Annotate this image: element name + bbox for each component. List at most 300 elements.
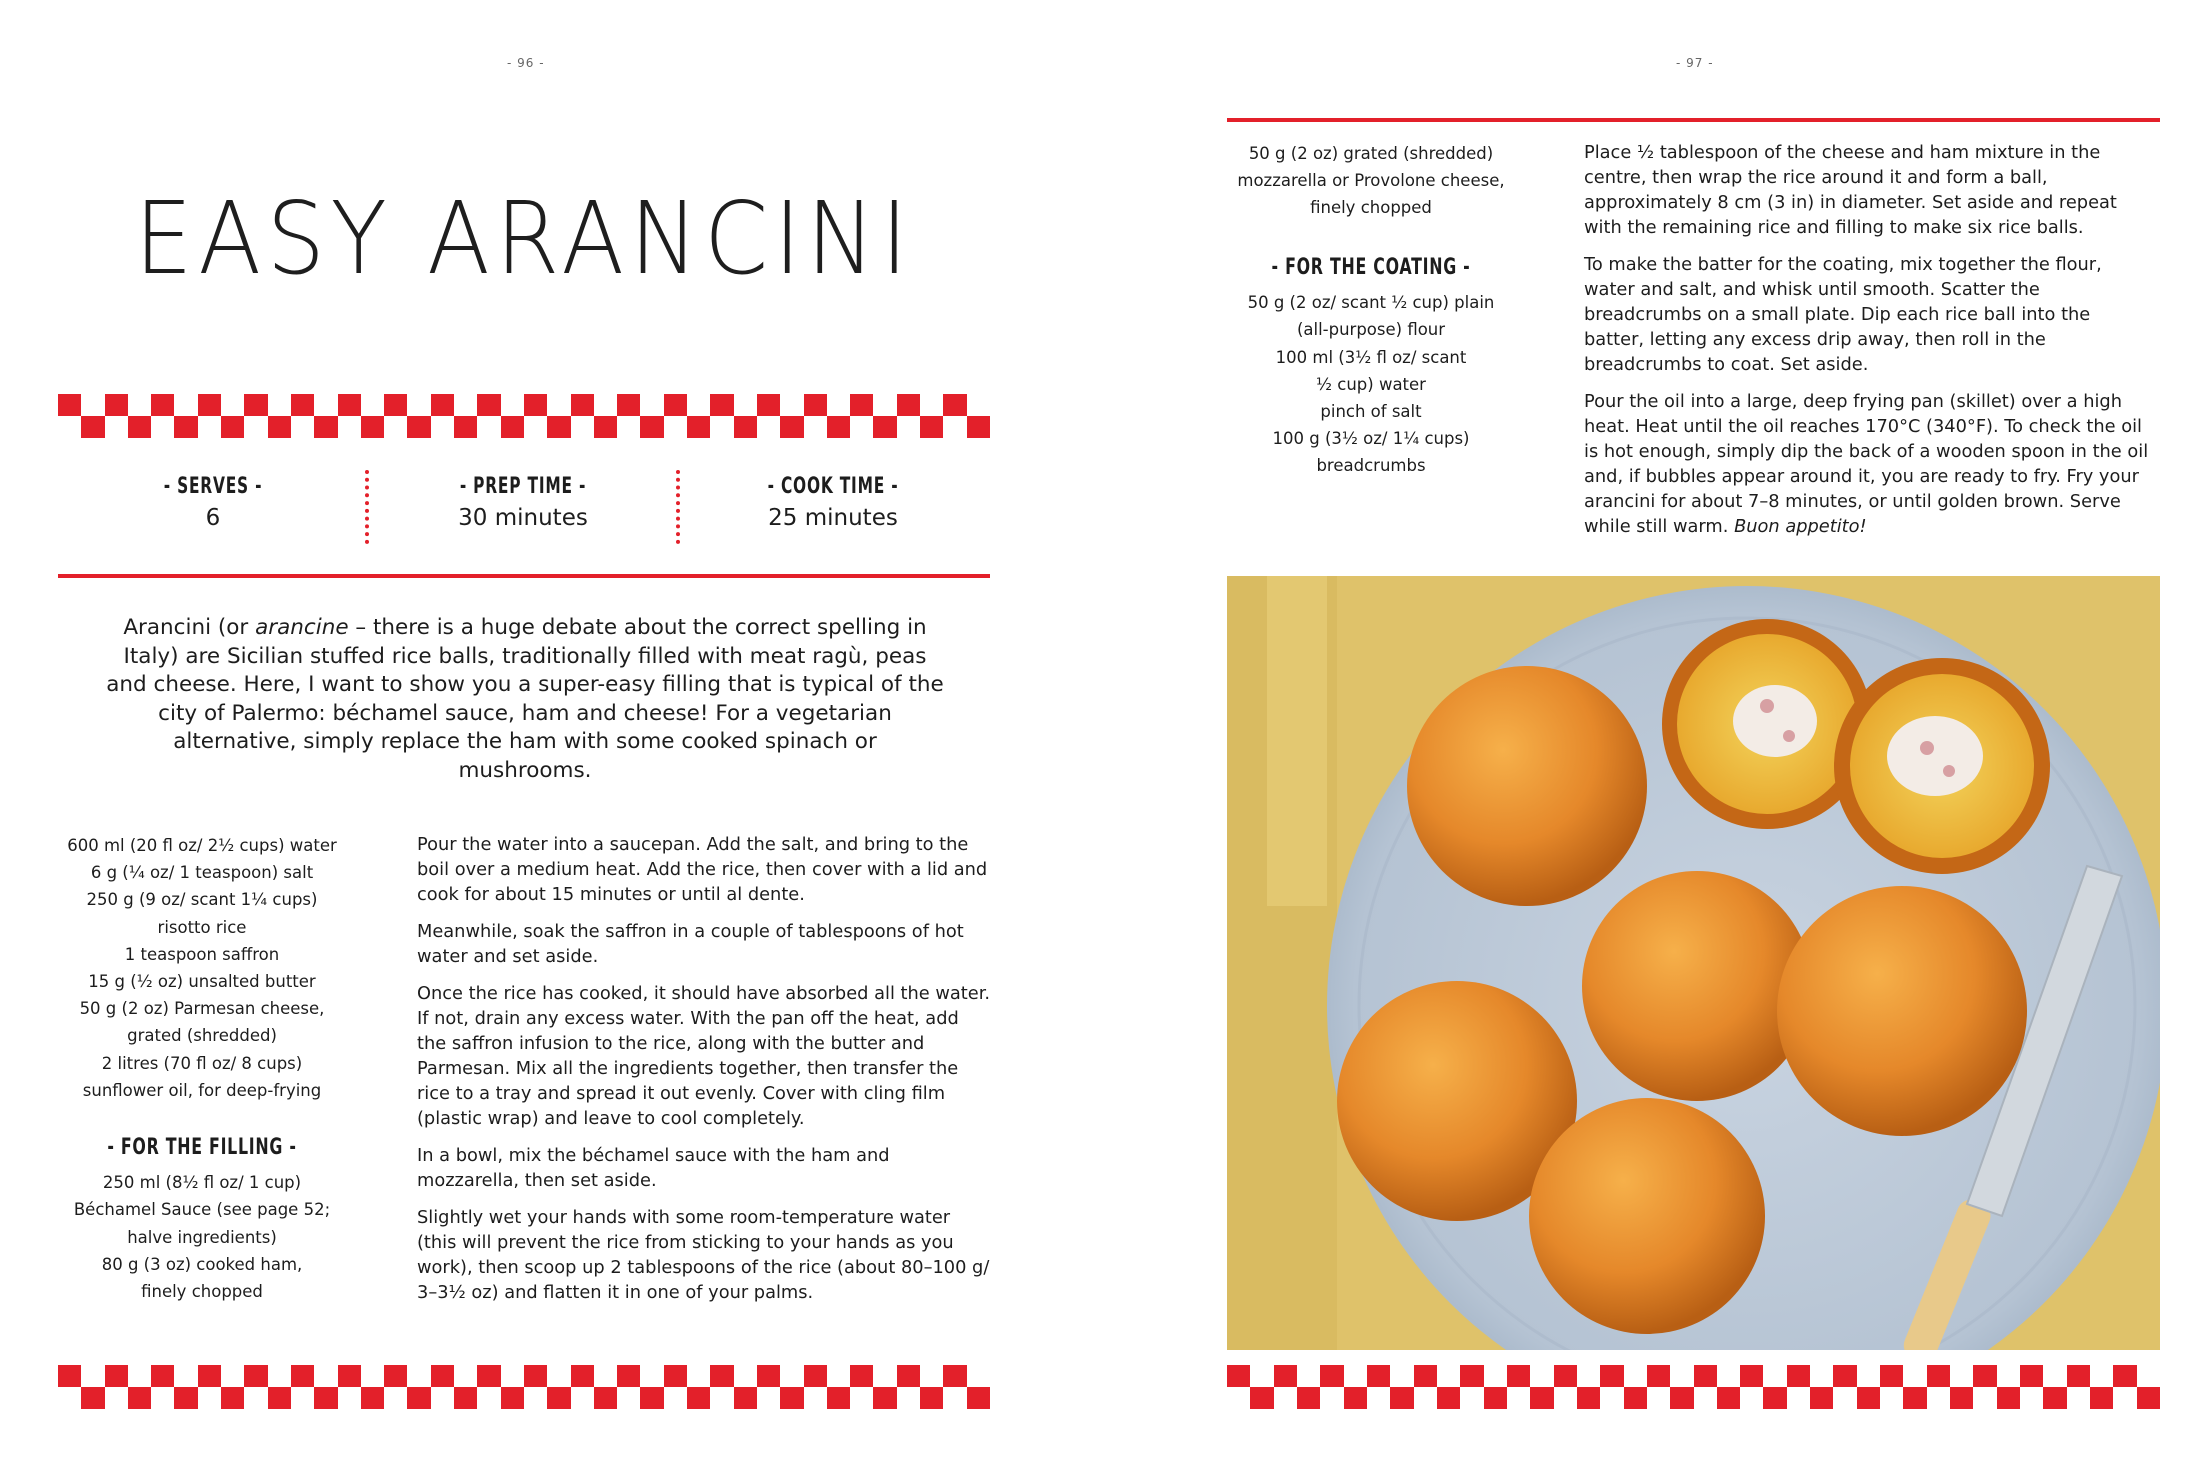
checker-square [81,416,104,438]
checker-border-bottom-left [58,1365,990,1409]
intro-emphasis: arancine [255,615,349,640]
checker-square [1390,1387,1413,1409]
checker-square [617,394,640,416]
checker-square [920,394,943,416]
checker-square [1460,1365,1483,1387]
checker-square [1507,1387,1530,1409]
method-column-right [1584,140,2152,551]
checker-square [757,1365,780,1387]
checker-square [384,1365,407,1387]
checker-square [1460,1387,1483,1409]
checker-square [710,416,733,438]
checker-square [454,394,477,416]
checker-square [1344,1387,1367,1409]
ingredient-line: 250 ml (8½ fl oz/ 1 cup) [102,1173,302,1193]
checker-square [2067,1365,2090,1387]
checker-square [1484,1387,1507,1409]
checker-square [221,416,244,438]
checker-square [1903,1365,1926,1387]
checker-square [1950,1387,1973,1409]
method-paragraph: Once the rice has cooked, it should have absorbed all the water. If not, drain any excess water. With the pan off the heat, add the saffron infusion to the rice, along with the butter and Parmesan. Mix all the ingredients together, then transfer the rice to a tray and spread it out evenly. Cover with cling film (plastic wrap) and leave to cool completely. [417,983,991,1129]
ingredient-line: pinch of salt [1320,402,1422,422]
checker-square [1740,1365,1763,1387]
checker-square [198,416,221,438]
checker-square [1297,1387,1320,1409]
ingredients-list [46,832,358,1104]
ingredient-line: 2 litres (70 fl oz/ 8 cups) [101,1053,303,1073]
checker-square [1507,1365,1530,1387]
checker-square [850,394,873,416]
checker-square [524,1365,547,1387]
checker-square [244,1365,267,1387]
checker-square [524,1387,547,1409]
checker-square [477,1387,500,1409]
stat-cook-time [683,474,983,531]
checker-square [361,1387,384,1409]
intro-text: – there is a huge debate about the correct spelling in Italy) are Sicilian stuffed rice balls, traditionally filled with meat ragù, peas and cheese. Here, I want to show you a super-easy filling that is typical of the city of Palermo: béchamel sauce, ham and cheese! For a vegetarian alternative, simply replace the ham with some cooked spinach or mushrooms. [106,615,944,783]
ingredient-line: 100 ml (3½ fl oz/ scant [1275,347,1467,367]
checker-square [1927,1365,1950,1387]
ingredient-line: halve ingredients) [127,1227,277,1247]
checker-border-bottom-right [1227,1365,2160,1409]
ingredient-line: 100 g (3½ oz/ 1¼ cups) [1272,429,1470,449]
checker-square [1390,1365,1413,1387]
checker-square [1554,1365,1577,1387]
checker-square [501,1387,524,1409]
checker-square [1227,1365,1250,1387]
checker-square [268,1387,291,1409]
checker-square [873,416,896,438]
checker-square [734,416,757,438]
checker-square [827,394,850,416]
checker-square [1880,1365,1903,1387]
checker-square [687,416,710,438]
checker-square [151,394,174,416]
checker-square [338,1365,361,1387]
checker-square [1973,1387,1996,1409]
checker-square [524,416,547,438]
checker-square [757,416,780,438]
checker-square [873,1387,896,1409]
checker-square [221,1365,244,1387]
checker-square [1694,1365,1717,1387]
ingredient-line: 50 g (2 oz/ scant ½ cup) plain [1247,293,1495,313]
arancino [1529,1098,1765,1334]
checker-square [128,1387,151,1409]
method-paragraph: To make the batter for the coating, mix together the flour, water and salt, and whisk until smooth. Scatter the breadcrumbs on a small plate. Dip each rice ball into the batter, letting any excess drip away, then roll in the breadcrumbs to coat. Set aside. [1584,254,2102,375]
arancini-on-plate-photo [1227,576,2160,1350]
checker-square [1833,1365,1856,1387]
checker-square [1787,1387,1810,1409]
checker-square [384,394,407,416]
ingredient-line: Béchamel Sauce (see page 52; [73,1200,331,1220]
checker-square [804,416,827,438]
ingredient-line: breadcrumbs [1316,456,1426,476]
checker-square [734,1365,757,1387]
checker-square [58,1365,81,1387]
ingredient-line: grated (shredded) [127,1026,277,1046]
checker-square [431,1387,454,1409]
checker-square [1973,1365,1996,1387]
checker-square [2137,1365,2160,1387]
checker-square [1763,1365,1786,1387]
checker-square [314,416,337,438]
checker-square [1274,1365,1297,1387]
checker-square [1624,1365,1647,1387]
checker-square [594,394,617,416]
checker-square [1577,1365,1600,1387]
checker-square [2043,1387,2066,1409]
arancino-cut-half [1834,658,2050,874]
checker-square [314,394,337,416]
checker-square [1577,1387,1600,1409]
checker-square [244,394,267,416]
checker-square [174,416,197,438]
checker-square [687,394,710,416]
checker-square [547,1365,570,1387]
checker-square [454,416,477,438]
checker-square [780,1387,803,1409]
checker-square [571,416,594,438]
checker-square [547,394,570,416]
filling-section [46,1134,358,1305]
checker-square [407,416,430,438]
checker-square [2113,1387,2136,1409]
checker-square [244,416,267,438]
checker-square [1530,1365,1553,1387]
checker-square [734,1387,757,1409]
recipe-intro [105,614,945,786]
checker-square [1670,1387,1693,1409]
arancino [1582,871,1812,1101]
method-paragraph: Slightly wet your hands with some room-temperature water (this will prevent the rice from sticking to your hands as you work), then scoop up 2 tablespoons of the rice (about 80–100 g/ 3–3½ oz) and flatten it in one of your palms. [417,1207,990,1303]
checker-square [1670,1365,1693,1387]
checker-square [384,1387,407,1409]
method-paragraph: Place ½ tablespoon of the cheese and ham mixture in the centre, then wrap the rice around it and form a ball, approximately 8 cm (3 in) in diameter. Set aside and repeat with the remaining rice and filling to make six rice balls. [1584,142,2117,238]
ingredient-line: 6 g (¼ oz/ 1 teaspoon) salt [90,863,314,883]
checker-square [1810,1365,1833,1387]
checker-square [897,394,920,416]
filling-heading: - FOR THE FILLING - [107,1135,297,1160]
checker-square [268,394,291,416]
checker-square [757,394,780,416]
checker-square [151,1387,174,1409]
coating-list [1221,289,1521,479]
checker-square [897,1387,920,1409]
ingredient-line: risotto rice [157,917,247,937]
checker-square [1647,1365,1670,1387]
recipe-title: EASY ARANCINI [134,180,914,297]
checker-square [1857,1387,1880,1409]
stat-prep-time [373,474,673,531]
checker-square [1810,1387,1833,1409]
checker-square [151,416,174,438]
checker-square [967,1365,990,1387]
checker-square [687,1365,710,1387]
checker-square [1274,1387,1297,1409]
checker-square [268,1365,291,1387]
checker-square [2137,1387,2160,1409]
checker-square [431,416,454,438]
method-paragraph: Meanwhile, soak the saffron in a couple of tablespoons of hot water and set aside. [417,921,964,967]
checker-square [850,1387,873,1409]
checker-square [268,416,291,438]
checker-square [1554,1387,1577,1409]
checker-square [407,1365,430,1387]
checker-square [174,1365,197,1387]
checker-square [1717,1365,1740,1387]
checker-square [1717,1387,1740,1409]
checker-square [594,1365,617,1387]
checker-square [640,416,663,438]
checker-square [58,394,81,416]
stat-value: 25 minutes [768,505,898,531]
checker-square [1367,1365,1390,1387]
checker-square [804,394,827,416]
checker-square [780,1365,803,1387]
ingredient-line: 50 g (2 oz) Parmesan cheese, [79,999,325,1019]
red-rule-left [58,574,990,578]
checker-square [1530,1387,1553,1409]
checker-square [1227,1387,1250,1409]
checker-square [361,416,384,438]
checker-square [291,394,314,416]
checker-square [1367,1387,1390,1409]
checker-square [198,1387,221,1409]
checker-square [105,394,128,416]
checker-square [780,416,803,438]
checker-square [710,1365,733,1387]
checker-square [221,1387,244,1409]
sign-off: Buon appetito! [1734,516,1867,537]
checker-square [1297,1365,1320,1387]
checker-square [1600,1365,1623,1387]
stat-value: 30 minutes [458,505,588,531]
checker-square [897,416,920,438]
checker-square [827,1365,850,1387]
checker-border-top-left [58,394,990,438]
checker-square [291,1387,314,1409]
checker-square [734,394,757,416]
checker-square [128,416,151,438]
checker-square [198,1365,221,1387]
method-paragraph [1584,389,2152,539]
checker-square [757,1387,780,1409]
method-column-left [417,832,992,1317]
checker-square [571,1387,594,1409]
coating-heading: - FOR THE COATING - [1271,255,1471,280]
stat-serves [63,474,363,531]
checker-square [1833,1387,1856,1409]
checker-square [571,1365,594,1387]
checker-square [1484,1365,1507,1387]
checker-square [1320,1365,1343,1387]
checker-square [477,416,500,438]
ingredient-line: 1 teaspoon saffron [124,944,280,964]
checker-square [384,416,407,438]
ingredient-line: sunflower oil, for deep-frying [82,1080,322,1100]
checker-square [1647,1387,1670,1409]
checker-square [1787,1365,1810,1387]
checker-square [850,416,873,438]
checker-square [1997,1365,2020,1387]
checker-square [151,1365,174,1387]
checker-square [338,1387,361,1409]
checker-square [221,394,244,416]
ingredient-line: finely chopped [1310,198,1432,218]
ingredient-line: (all-purpose) flour [1296,320,1446,340]
checker-square [687,1387,710,1409]
checker-square [594,1387,617,1409]
checker-square [2090,1387,2113,1409]
ingredient-line: 600 ml (20 fl oz/ 2½ cups) water [67,836,337,855]
checker-square [291,1365,314,1387]
method-text: Pour the oil into a large, deep frying pan (skillet) over a high heat. Heat until the oil reaches 170°C (340°F). To check the oil is hot enough, simply dip the back of a wooden spoon in the oil and, if bubbles appear around it, you are ready to fry. Fry your arancini for about 7–8 minutes, or until golden brown. Serve while still warm. [1584,391,2149,537]
checker-square [1950,1365,1973,1387]
checker-square [547,1387,570,1409]
checker-square [407,394,430,416]
checker-square [1927,1387,1950,1409]
checker-square [361,1365,384,1387]
checker-square [58,1387,81,1409]
checker-square [617,416,640,438]
checker-square [967,416,990,438]
checker-square [314,1365,337,1387]
intro-text: Arancini (or [123,615,256,640]
checker-square [81,1365,104,1387]
stat-label: - PREP TIME - [459,474,587,499]
checker-square [943,1387,966,1409]
checker-square [967,394,990,416]
checker-square [1250,1387,1273,1409]
checker-square [454,1365,477,1387]
method-paragraph: In a bowl, mix the béchamel sauce with the ham and mozzarella, then set aside. [417,1145,890,1191]
checker-square [710,394,733,416]
checker-square [361,394,384,416]
checker-square [2113,1365,2136,1387]
checker-square [850,1365,873,1387]
checker-square [431,1365,454,1387]
checker-square [1414,1365,1437,1387]
red-rule-right-top [1227,118,2160,122]
checker-square [1763,1387,1786,1409]
ingredient-line: 50 g (2 oz) grated (shredded) [1248,144,1494,163]
ingredient-line: 250 g (9 oz/ scant 1¼ cups) [86,890,318,910]
checker-square [198,394,221,416]
ingredient-line: ½ cup) water [1316,374,1426,394]
checker-square [780,394,803,416]
food-photo-illustration [1227,576,2160,1350]
checker-square [81,394,104,416]
checker-square [1694,1387,1717,1409]
checker-square [174,1387,197,1409]
dotted-divider [365,470,369,544]
left-page-number: - 96 - [507,56,545,70]
checker-square [640,1387,663,1409]
checker-square [105,1365,128,1387]
checker-square [617,1387,640,1409]
checker-square [664,394,687,416]
ingredient-line: mozzarella or Provolone cheese, [1237,171,1505,191]
checker-square [338,394,361,416]
checker-square [943,394,966,416]
checker-square [664,1365,687,1387]
checker-square [1344,1365,1367,1387]
checker-square [1880,1387,1903,1409]
checker-square [128,1365,151,1387]
checker-square [1250,1365,1273,1387]
checker-square [2043,1365,2066,1387]
stat-value: 6 [205,505,221,531]
checker-square [1320,1387,1343,1409]
checker-square [827,1387,850,1409]
checker-square [920,1365,943,1387]
checker-square [174,394,197,416]
checker-square [920,416,943,438]
checker-square [338,416,361,438]
checker-square [617,1365,640,1387]
checker-square [664,1387,687,1409]
checker-square [943,416,966,438]
checker-square [477,1365,500,1387]
checker-square [407,1387,430,1409]
checker-square [2067,1387,2090,1409]
checker-square [128,394,151,416]
checker-square [524,394,547,416]
checker-square [2020,1387,2043,1409]
checker-square [873,1365,896,1387]
checker-square [81,1387,104,1409]
arancino [1407,666,1647,906]
checker-square [1437,1387,1460,1409]
filling-list [46,1169,358,1305]
checker-square [2020,1365,2043,1387]
checker-square [594,416,617,438]
arancino [1777,886,2027,1136]
checker-square [431,394,454,416]
checker-square [571,394,594,416]
coating-section [1221,254,1521,480]
checker-square [827,416,850,438]
checker-square [454,1387,477,1409]
checker-square [547,416,570,438]
method-paragraph: Pour the water into a saucepan. Add the salt, and bring to the boil over a medium heat. Add the rice, then cover with a lid and cook for about 15 minutes or until al dente. [417,834,988,905]
checker-square [244,1387,267,1409]
checker-square [1857,1365,1880,1387]
checker-square [804,1365,827,1387]
checker-square [1903,1387,1926,1409]
ingredient-line: finely chopped [141,1282,263,1302]
checker-square [105,1387,128,1409]
checker-square [967,1387,990,1409]
checker-square [501,1365,524,1387]
checker-square [640,1365,663,1387]
checker-square [640,394,663,416]
checker-square [501,416,524,438]
checker-square [920,1387,943,1409]
checker-square [943,1365,966,1387]
checker-square [873,394,896,416]
checker-square [1624,1387,1647,1409]
checker-square [710,1387,733,1409]
checker-square [58,416,81,438]
ingredient-line: 80 g (3 oz) cooked ham, [101,1254,303,1274]
checker-square [664,416,687,438]
dotted-divider [676,470,680,544]
checker-square [1414,1387,1437,1409]
filling-list-continued [1221,140,1521,222]
checker-square [897,1365,920,1387]
